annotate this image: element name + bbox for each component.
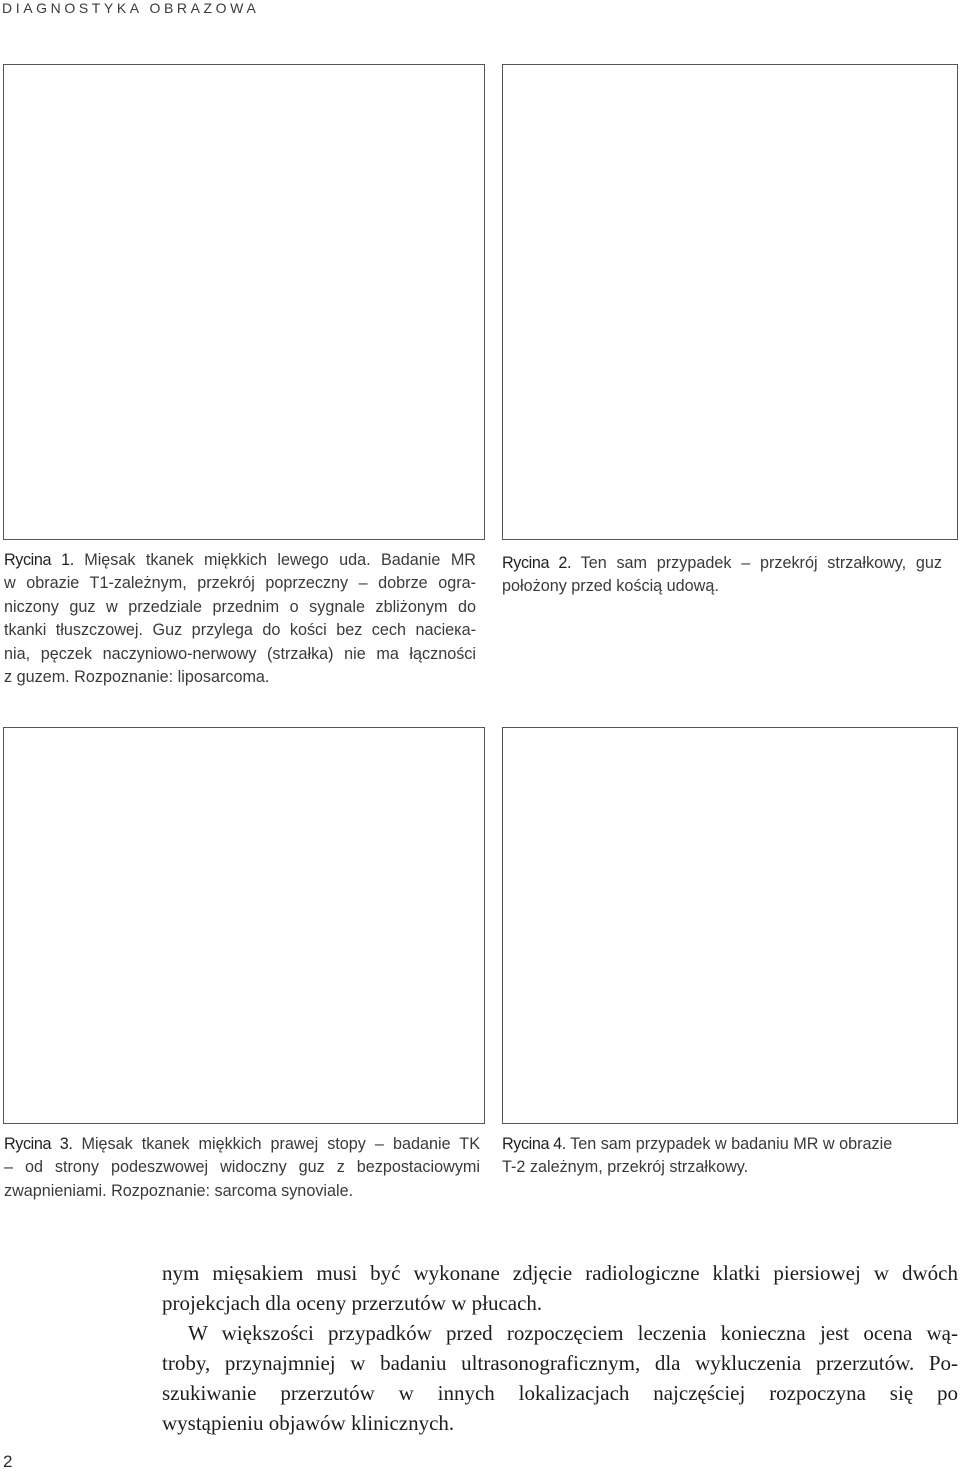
body-line: projekcjach dla oceny przerzutów w płucach. (162, 1291, 543, 1315)
page-number: 2 (3, 1452, 13, 1471)
caption-line: niczony guz w przedziale przednim o sygnale zbliżonym do (4, 597, 476, 616)
figure-1-caption (4, 549, 476, 689)
figure-label: Rycina 2. (502, 554, 572, 572)
caption-line: Rycina 2. Ten sam przypadek – przekrój strzałkowy, guz (502, 554, 942, 572)
caption-line: Rycina 4. Ten sam przypadek w badaniu MR w obrazie (502, 1135, 893, 1153)
figure-4-image (502, 727, 958, 1124)
figure-label: Rycina 1. (4, 551, 74, 569)
figure-4-caption (502, 1133, 942, 1180)
figure-label: Rycina 4. (502, 1135, 566, 1153)
figure-1-image (3, 64, 485, 540)
caption-line: tkanki tłuszczowej. Guz przylega do kości bez cech naciека- (4, 621, 476, 640)
figure-3-caption (4, 1133, 480, 1203)
caption-line: zwapnieniami. Rozpoznanie: sarcoma synoviale. (4, 1181, 354, 1200)
body-paragraphs (162, 1258, 958, 1438)
caption-line: w obrazie T1-zależnym, przekrój poprzeczny – dobrze ogra- (4, 574, 476, 593)
section-header: DIAGNOSTYKA OBRAZOWA (2, 0, 260, 16)
body-line: nym mięsakiem musi być wykonane zdjęcie radiologiczne klatki piersiowej w dwóch (162, 1261, 958, 1285)
figure-2-image (502, 64, 958, 540)
caption-line: Rycina 3. Mięsak tkanek miękkich prawej stopy – badanie TK (4, 1135, 480, 1153)
body-line: szukiwanie przerzutów w innych lokalizacjach najczęściej rozpoczyna się po (162, 1381, 958, 1405)
caption-line: położony przed kością udową. (502, 577, 719, 596)
caption-line: – od strony podeszwowej widoczny guz z bezpostaciowymi (4, 1158, 480, 1177)
caption-line: Rycina 1. Mięsak tkanek miękkich lewego uda. Badanie MR (4, 551, 476, 569)
body-line: W większości przypadków przed rozpoczęciem leczenia konieczna jest ocena wą- (188, 1321, 958, 1345)
caption-line: nia, pęczek naczyniowo-nerwowy (strzałka) nie ma łączności (4, 644, 476, 663)
figure-label: Rycina 3. (4, 1135, 73, 1153)
body-line: wystąpieniu objawów klinicznych. (162, 1411, 455, 1435)
figure-2-caption (502, 552, 942, 599)
figure-3-image (3, 727, 485, 1124)
caption-line: T-2 zależnym, przekrój strzałkowy. (502, 1158, 749, 1177)
caption-line: z guzem. Rozpoznanie: liposarcoma. (4, 668, 270, 687)
body-line: troby, przynajmniej w badaniu ultrasonograficznym, dla wykluczenia przerzutów. Po- (162, 1351, 958, 1375)
